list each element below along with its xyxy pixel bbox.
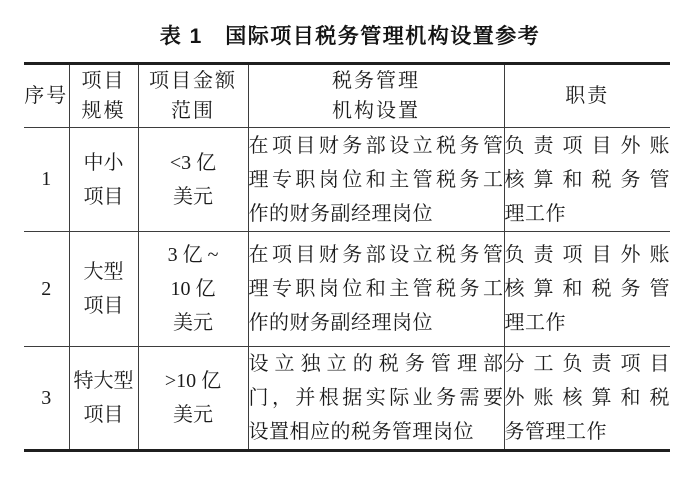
header-project-scale: 项目 规模 (69, 64, 138, 128)
tax-management-reference-table (24, 62, 670, 452)
header-duty: 职责 (504, 64, 670, 128)
table-caption: 表 1 国际项目税务管理机构设置参考 (159, 25, 541, 48)
cell-project-scale: 特大型 项目 (69, 347, 138, 451)
cell-org-setup: 在项目财务部设立税务管 理专职岗位和主管税务工 作的财务副经理岗位 (248, 232, 504, 347)
cell-org-setup: 在项目财务部设立税务管 理专职岗位和主管税务工 作的财务副经理岗位 (248, 128, 504, 232)
cell-index: 1 (24, 128, 69, 232)
cell-index: 2 (24, 232, 69, 347)
cell-project-scale: 大型 项目 (69, 232, 138, 347)
cell-org-setup: 设立独立的税务管理部 门，并根据实际业务需要 设置相应的税务管理岗位 (248, 347, 504, 451)
header-amount-range: 项目金额 范围 (138, 64, 248, 128)
table-row (24, 232, 670, 347)
cell-project-scale: 中小 项目 (69, 128, 138, 232)
cell-duty: 分工负责项目 外账核算和税 务管理工作 (504, 347, 670, 451)
header-org-setup: 税务管理 机构设置 (248, 64, 504, 128)
table-row (24, 347, 670, 451)
cell-amount-range: <3 亿 美元 (138, 128, 248, 232)
cell-duty: 负责项目外账 核算和税务管 理工作 (504, 128, 670, 232)
header-row (24, 64, 670, 128)
cell-duty: 负责项目外账 核算和税务管 理工作 (504, 232, 670, 347)
cell-amount-range: >10 亿 美元 (138, 347, 248, 451)
cell-amount-range: 3 亿 ~ 10 亿 美元 (138, 232, 248, 347)
cell-index: 3 (24, 347, 69, 451)
header-index: 序号 (24, 64, 69, 128)
table-row (24, 128, 670, 232)
